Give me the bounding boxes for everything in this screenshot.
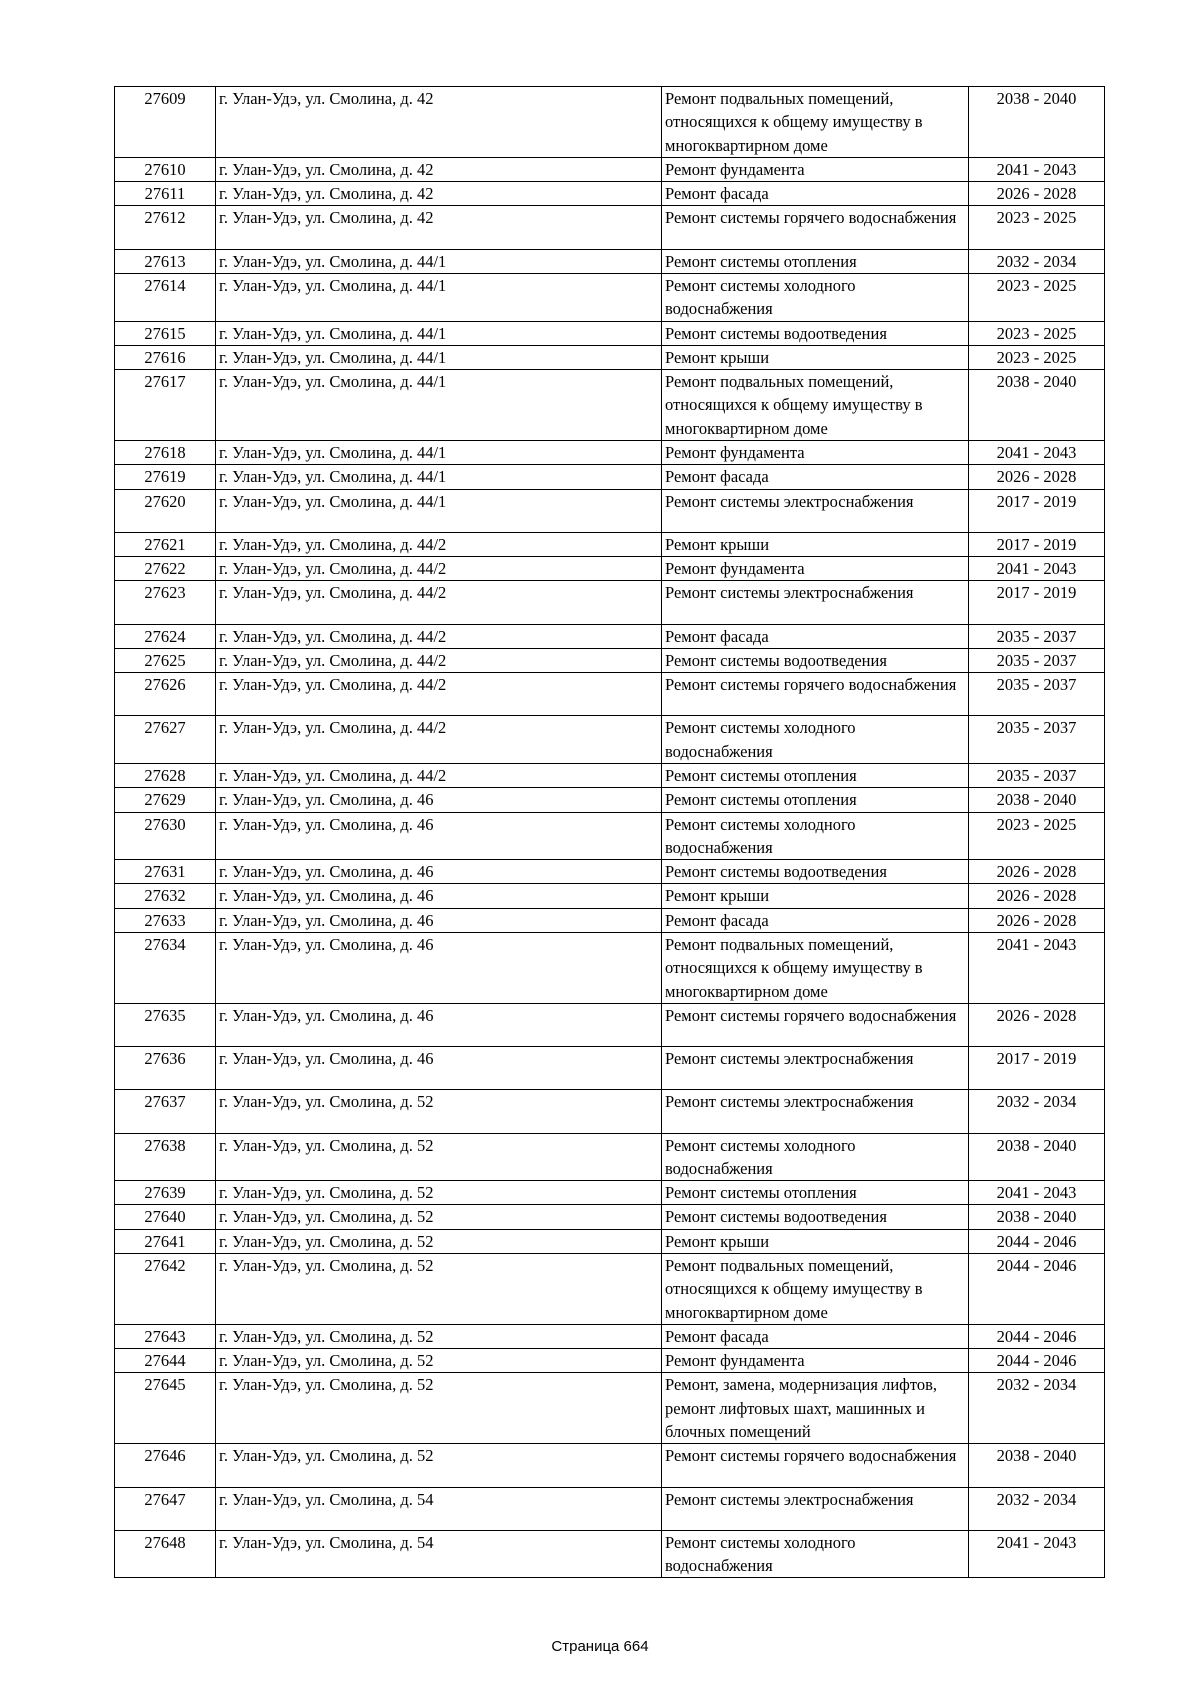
table-row <box>115 933 1105 1004</box>
row-address-cell: г. Улан-Удэ, ул. Смолина, д. 44/2 <box>216 673 662 716</box>
table-row <box>115 763 1105 787</box>
row-id-cell: 27638 <box>115 1133 216 1181</box>
row-id-cell: 27635 <box>115 1003 216 1046</box>
table-row <box>115 716 1105 764</box>
repair-schedule-table <box>114 86 1105 1578</box>
table-row <box>115 1373 1105 1444</box>
table-row <box>115 1090 1105 1133</box>
table-row <box>115 87 1105 158</box>
table-row <box>115 532 1105 556</box>
row-id-cell: 27642 <box>115 1254 216 1325</box>
row-period-cell: 2023 - 2025 <box>969 206 1105 249</box>
table-row <box>115 1003 1105 1046</box>
row-address-cell: г. Улан-Удэ, ул. Смолина, д. 46 <box>216 860 662 884</box>
row-id-cell: 27616 <box>115 345 216 369</box>
row-id-cell: 27643 <box>115 1324 216 1348</box>
row-id-cell: 27637 <box>115 1090 216 1133</box>
row-address-cell: г. Улан-Удэ, ул. Смолина, д. 44/2 <box>216 763 662 787</box>
row-id-cell: 27629 <box>115 788 216 812</box>
row-address-cell: г. Улан-Удэ, ул. Смолина, д. 44/2 <box>216 716 662 764</box>
row-work-cell: Ремонт системы электроснабжения <box>662 1487 969 1530</box>
table-row <box>115 249 1105 273</box>
table-row <box>115 1324 1105 1348</box>
row-work-cell: Ремонт системы холодного водоснабжения <box>662 273 969 321</box>
row-work-cell: Ремонт системы водоотведения <box>662 1205 969 1229</box>
row-period-cell: 2023 - 2025 <box>969 812 1105 860</box>
row-address-cell: г. Улан-Удэ, ул. Смолина, д. 52 <box>216 1444 662 1487</box>
table-row <box>115 884 1105 908</box>
table-row <box>115 1254 1105 1325</box>
row-work-cell: Ремонт системы электроснабжения <box>662 489 969 532</box>
row-id-cell: 27611 <box>115 182 216 206</box>
row-id-cell: 27646 <box>115 1444 216 1487</box>
row-id-cell: 27633 <box>115 908 216 932</box>
row-address-cell: г. Улан-Удэ, ул. Смолина, д. 46 <box>216 788 662 812</box>
row-id-cell: 27634 <box>115 933 216 1004</box>
table-row <box>115 1181 1105 1205</box>
row-address-cell: г. Улан-Удэ, ул. Смолина, д. 52 <box>216 1349 662 1373</box>
row-period-cell: 2032 - 2034 <box>969 1487 1105 1530</box>
row-address-cell: г. Улан-Удэ, ул. Смолина, д. 42 <box>216 182 662 206</box>
row-work-cell: Ремонт системы горячего водоснабжения <box>662 206 969 249</box>
row-period-cell: 2026 - 2028 <box>969 908 1105 932</box>
row-work-cell: Ремонт подвальных помещений, относящихся к общему имуществу в многоквартирном доме <box>662 370 969 441</box>
row-period-cell: 2026 - 2028 <box>969 1003 1105 1046</box>
row-address-cell: г. Улан-Удэ, ул. Смолина, д. 52 <box>216 1181 662 1205</box>
row-work-cell: Ремонт системы горячего водоснабжения <box>662 673 969 716</box>
table-row <box>115 581 1105 624</box>
row-id-cell: 27615 <box>115 321 216 345</box>
row-address-cell: г. Улан-Удэ, ул. Смолина, д. 44/1 <box>216 465 662 489</box>
table-row <box>115 673 1105 716</box>
row-address-cell: г. Улан-Удэ, ул. Смолина, д. 46 <box>216 908 662 932</box>
row-work-cell: Ремонт системы горячего водоснабжения <box>662 1444 969 1487</box>
row-period-cell: 2041 - 2043 <box>969 1530 1105 1578</box>
row-work-cell: Ремонт системы водоотведения <box>662 648 969 672</box>
row-work-cell: Ремонт системы электроснабжения <box>662 1047 969 1090</box>
table-row <box>115 489 1105 532</box>
table-row <box>115 157 1105 181</box>
row-work-cell: Ремонт системы электроснабжения <box>662 1090 969 1133</box>
row-id-cell: 27640 <box>115 1205 216 1229</box>
row-period-cell: 2026 - 2028 <box>969 182 1105 206</box>
row-address-cell: г. Улан-Удэ, ул. Смолина, д. 52 <box>216 1229 662 1253</box>
row-address-cell: г. Улан-Удэ, ул. Смолина, д. 52 <box>216 1090 662 1133</box>
row-work-cell: Ремонт системы отопления <box>662 249 969 273</box>
table-row <box>115 370 1105 441</box>
row-period-cell: 2038 - 2040 <box>969 1133 1105 1181</box>
row-address-cell: г. Улан-Удэ, ул. Смолина, д. 46 <box>216 1047 662 1090</box>
row-work-cell: Ремонт фундамента <box>662 441 969 465</box>
row-work-cell: Ремонт подвальных помещений, относящихся к общему имуществу в многоквартирном доме <box>662 87 969 158</box>
row-work-cell: Ремонт системы электроснабжения <box>662 581 969 624</box>
row-id-cell: 27648 <box>115 1530 216 1578</box>
row-work-cell: Ремонт системы холодного водоснабжения <box>662 1133 969 1181</box>
table-row <box>115 557 1105 581</box>
row-address-cell: г. Улан-Удэ, ул. Смолина, д. 44/1 <box>216 249 662 273</box>
row-period-cell: 2035 - 2037 <box>969 648 1105 672</box>
table-row <box>115 1487 1105 1530</box>
table-row <box>115 624 1105 648</box>
row-address-cell: г. Улан-Удэ, ул. Смолина, д. 44/1 <box>216 273 662 321</box>
row-period-cell: 2023 - 2025 <box>969 273 1105 321</box>
row-address-cell: г. Улан-Удэ, ул. Смолина, д. 44/1 <box>216 489 662 532</box>
row-period-cell: 2026 - 2028 <box>969 860 1105 884</box>
row-address-cell: г. Улан-Удэ, ул. Смолина, д. 44/1 <box>216 441 662 465</box>
table-row <box>115 345 1105 369</box>
row-address-cell: г. Улан-Удэ, ул. Смолина, д. 44/2 <box>216 557 662 581</box>
table-row <box>115 908 1105 932</box>
row-address-cell: г. Улан-Удэ, ул. Смолина, д. 44/2 <box>216 532 662 556</box>
row-address-cell: г. Улан-Удэ, ул. Смолина, д. 52 <box>216 1373 662 1444</box>
table-row <box>115 1349 1105 1373</box>
row-address-cell: г. Улан-Удэ, ул. Смолина, д. 52 <box>216 1254 662 1325</box>
row-work-cell: Ремонт, замена, модернизация лифтов, ремонт лифтовых шахт, машинных и блочных помещений <box>662 1373 969 1444</box>
row-id-cell: 27622 <box>115 557 216 581</box>
row-period-cell: 2032 - 2034 <box>969 1090 1105 1133</box>
row-address-cell: г. Улан-Удэ, ул. Смолина, д. 44/1 <box>216 345 662 369</box>
row-period-cell: 2017 - 2019 <box>969 532 1105 556</box>
row-work-cell: Ремонт фасада <box>662 182 969 206</box>
row-work-cell: Ремонт подвальных помещений, относящихся к общему имуществу в многоквартирном доме <box>662 933 969 1004</box>
row-address-cell: г. Улан-Удэ, ул. Смолина, д. 52 <box>216 1324 662 1348</box>
row-period-cell: 2035 - 2037 <box>969 763 1105 787</box>
row-id-cell: 27641 <box>115 1229 216 1253</box>
row-address-cell: г. Улан-Удэ, ул. Смолина, д. 44/1 <box>216 370 662 441</box>
row-period-cell: 2035 - 2037 <box>969 716 1105 764</box>
row-id-cell: 27617 <box>115 370 216 441</box>
table-row <box>115 860 1105 884</box>
table-row <box>115 788 1105 812</box>
table-row <box>115 1047 1105 1090</box>
row-work-cell: Ремонт крыши <box>662 1229 969 1253</box>
row-address-cell: г. Улан-Удэ, ул. Смолина, д. 44/1 <box>216 321 662 345</box>
table-row <box>115 1229 1105 1253</box>
row-id-cell: 27626 <box>115 673 216 716</box>
row-work-cell: Ремонт системы отопления <box>662 1181 969 1205</box>
row-address-cell: г. Улан-Удэ, ул. Смолина, д. 42 <box>216 157 662 181</box>
row-work-cell: Ремонт системы водоотведения <box>662 321 969 345</box>
row-period-cell: 2038 - 2040 <box>969 87 1105 158</box>
table-row <box>115 465 1105 489</box>
row-id-cell: 27639 <box>115 1181 216 1205</box>
row-period-cell: 2026 - 2028 <box>969 465 1105 489</box>
row-work-cell: Ремонт фасада <box>662 1324 969 1348</box>
row-id-cell: 27625 <box>115 648 216 672</box>
row-work-cell: Ремонт фундамента <box>662 157 969 181</box>
row-id-cell: 27614 <box>115 273 216 321</box>
row-period-cell: 2044 - 2046 <box>969 1254 1105 1325</box>
row-address-cell: г. Улан-Удэ, ул. Смолина, д. 46 <box>216 933 662 1004</box>
row-period-cell: 2017 - 2019 <box>969 1047 1105 1090</box>
row-id-cell: 27621 <box>115 532 216 556</box>
row-work-cell: Ремонт системы горячего водоснабжения <box>662 1003 969 1046</box>
row-period-cell: 2041 - 2043 <box>969 157 1105 181</box>
row-period-cell: 2041 - 2043 <box>969 1181 1105 1205</box>
row-period-cell: 2041 - 2043 <box>969 557 1105 581</box>
row-period-cell: 2044 - 2046 <box>969 1229 1105 1253</box>
row-address-cell: г. Улан-Удэ, ул. Смолина, д. 42 <box>216 87 662 158</box>
table-row <box>115 812 1105 860</box>
row-period-cell: 2032 - 2034 <box>969 249 1105 273</box>
row-work-cell: Ремонт фасада <box>662 465 969 489</box>
row-period-cell: 2044 - 2046 <box>969 1349 1105 1373</box>
row-address-cell: г. Улан-Удэ, ул. Смолина, д. 46 <box>216 812 662 860</box>
table-row <box>115 648 1105 672</box>
row-work-cell: Ремонт системы водоотведения <box>662 860 969 884</box>
row-id-cell: 27636 <box>115 1047 216 1090</box>
row-work-cell: Ремонт фасада <box>662 908 969 932</box>
row-id-cell: 27632 <box>115 884 216 908</box>
row-id-cell: 27613 <box>115 249 216 273</box>
row-work-cell: Ремонт фундамента <box>662 1349 969 1373</box>
row-address-cell: г. Улан-Удэ, ул. Смолина, д. 44/2 <box>216 581 662 624</box>
row-id-cell: 27631 <box>115 860 216 884</box>
row-id-cell: 27645 <box>115 1373 216 1444</box>
row-period-cell: 2023 - 2025 <box>969 321 1105 345</box>
row-address-cell: г. Улан-Удэ, ул. Смолина, д. 52 <box>216 1205 662 1229</box>
row-id-cell: 27619 <box>115 465 216 489</box>
row-period-cell: 2044 - 2046 <box>969 1324 1105 1348</box>
table-row <box>115 182 1105 206</box>
row-id-cell: 27644 <box>115 1349 216 1373</box>
table-row <box>115 1530 1105 1578</box>
row-work-cell: Ремонт крыши <box>662 884 969 908</box>
row-work-cell: Ремонт системы холодного водоснабжения <box>662 716 969 764</box>
row-work-cell: Ремонт системы холодного водоснабжения <box>662 812 969 860</box>
row-address-cell: г. Улан-Удэ, ул. Смолина, д. 52 <box>216 1133 662 1181</box>
row-work-cell: Ремонт крыши <box>662 532 969 556</box>
row-id-cell: 27620 <box>115 489 216 532</box>
row-work-cell: Ремонт подвальных помещений, относящихся к общему имуществу в многоквартирном доме <box>662 1254 969 1325</box>
row-period-cell: 2026 - 2028 <box>969 884 1105 908</box>
row-period-cell: 2035 - 2037 <box>969 673 1105 716</box>
row-period-cell: 2035 - 2037 <box>969 624 1105 648</box>
row-work-cell: Ремонт крыши <box>662 345 969 369</box>
row-id-cell: 27647 <box>115 1487 216 1530</box>
row-work-cell: Ремонт фундамента <box>662 557 969 581</box>
row-work-cell: Ремонт системы холодного водоснабжения <box>662 1530 969 1578</box>
row-period-cell: 2041 - 2043 <box>969 933 1105 1004</box>
row-address-cell: г. Улан-Удэ, ул. Смолина, д. 44/2 <box>216 648 662 672</box>
row-address-cell: г. Улан-Удэ, ул. Смолина, д. 46 <box>216 1003 662 1046</box>
row-period-cell: 2038 - 2040 <box>969 370 1105 441</box>
schedule-table-body <box>115 87 1105 1578</box>
row-id-cell: 27610 <box>115 157 216 181</box>
row-id-cell: 27612 <box>115 206 216 249</box>
row-id-cell: 27627 <box>115 716 216 764</box>
row-period-cell: 2023 - 2025 <box>969 345 1105 369</box>
row-id-cell: 27624 <box>115 624 216 648</box>
table-row <box>115 206 1105 249</box>
row-id-cell: 27628 <box>115 763 216 787</box>
row-address-cell: г. Улан-Удэ, ул. Смолина, д. 42 <box>216 206 662 249</box>
row-period-cell: 2017 - 2019 <box>969 581 1105 624</box>
table-row <box>115 273 1105 321</box>
table-row <box>115 1205 1105 1229</box>
row-period-cell: 2032 - 2034 <box>969 1373 1105 1444</box>
row-id-cell: 27623 <box>115 581 216 624</box>
row-work-cell: Ремонт фасада <box>662 624 969 648</box>
row-address-cell: г. Улан-Удэ, ул. Смолина, д. 54 <box>216 1487 662 1530</box>
table-row <box>115 1133 1105 1181</box>
row-period-cell: 2038 - 2040 <box>969 788 1105 812</box>
page-number: Страница 664 <box>551 1638 649 1655</box>
table-row <box>115 321 1105 345</box>
row-period-cell: 2041 - 2043 <box>969 441 1105 465</box>
row-work-cell: Ремонт системы отопления <box>662 788 969 812</box>
table-row <box>115 441 1105 465</box>
row-address-cell: г. Улан-Удэ, ул. Смолина, д. 46 <box>216 884 662 908</box>
row-id-cell: 27630 <box>115 812 216 860</box>
row-work-cell: Ремонт системы отопления <box>662 763 969 787</box>
row-address-cell: г. Улан-Удэ, ул. Смолина, д. 44/2 <box>216 624 662 648</box>
table-row <box>115 1444 1105 1487</box>
row-period-cell: 2038 - 2040 <box>969 1205 1105 1229</box>
row-id-cell: 27618 <box>115 441 216 465</box>
row-address-cell: г. Улан-Удэ, ул. Смолина, д. 54 <box>216 1530 662 1578</box>
row-period-cell: 2038 - 2040 <box>969 1444 1105 1487</box>
row-period-cell: 2017 - 2019 <box>969 489 1105 532</box>
row-id-cell: 27609 <box>115 87 216 158</box>
